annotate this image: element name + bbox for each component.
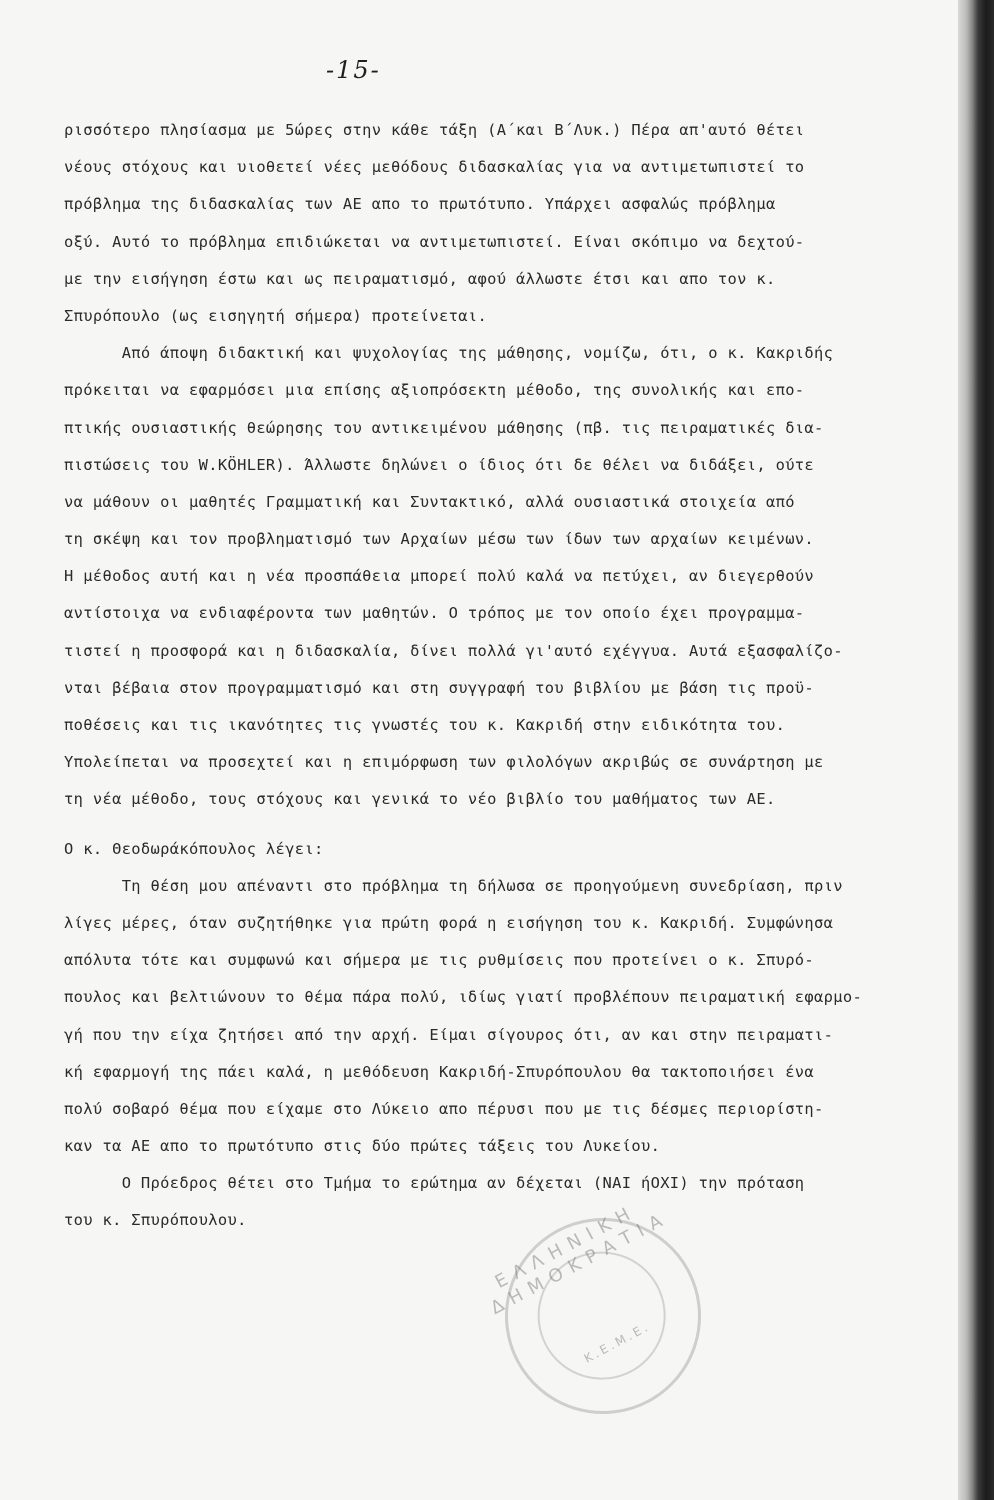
- text-line: νται βέβαια στον προγραμματισμό και στη συγγραφή του βιβλίου με βάση τις προϋ-: [64, 678, 815, 697]
- text-line: Υπολείπεται να προσεχτεί και η επιμόρφωση των φιλολόγων ακριβώς σε συνάρτηση με: [64, 753, 824, 772]
- text-line: πιστώσεις του W.KÖHLER). Άλλωστε δηλώνει ο ίδιος ότι δε θέλει να διδάξει, ούτε: [64, 455, 815, 474]
- text-line: Τη θέση μου απέναντι στο πρόβλημα τη δήλωσα σε προηγούμενη συνεδρίαση, πριν: [64, 876, 843, 895]
- text-line: τιστεί η προσφορά και η διδασκαλία, δίνει πολλά γι'αυτό εχέγγυα. Αυτά εξασφαλίζο-: [64, 641, 843, 660]
- text-line: πτικής ουσιαστικής θεώρησης του αντικειμένου μάθησης (πβ. τις πειραματικές δια-: [64, 418, 824, 437]
- text-line: οξύ. Αυτό το πρόβλημα επιδιώκεται να αντιμετωπιστεί. Είναι σκόπιμο να δεχτού-: [64, 232, 805, 251]
- text-line: του κ. Σπυρόπουλου.: [64, 1211, 247, 1230]
- page-number: -15-: [326, 56, 381, 84]
- text-line: ποθέσεις και τις ικανότητες τις γνωστές του κ. Κακριδή στην ειδικότητα του.: [64, 716, 786, 734]
- text-line: γή που την είχα ζητήσει από την αρχή. Είμαι σίγουρος ότι, αν και στην πειραματι-: [64, 1025, 834, 1044]
- text-line: Ο κ. Θεοδωράκόπουλος λέγει:: [64, 839, 324, 858]
- text-line: λίγες μέρες, όταν συζητήθηκε για πρώτη φορά η εισήγηση του κ. Κακριδή. Συμφώνησα: [64, 913, 834, 932]
- text-line: πουλος και βελτιώνουν το θέμα πάρα πολύ, ιδίως γιατί προβλέπουν πειραματική εφαρμο-: [64, 988, 863, 1007]
- stamp-outer-text: ΕΛΛΗΝΙΚΗ ΔΗΜΟΚΡΑΤΙΑ: [487, 1200, 673, 1320]
- text-line: πολύ σοβαρό θέμα που είχαμε στο Λύκειο απο πέρυσι που με τις δέσμες περιορίστη-: [64, 1099, 824, 1118]
- document-body: [64, 112, 944, 1240]
- stamp-inner-text: Κ.Ε.Μ.Ε.: [581, 1319, 653, 1366]
- book-binding-edge: [958, 0, 994, 1500]
- text-line: απόλυτα τότε και συμφωνώ και σήμερα με τις ρυθμίσεις που προτείνει ο κ. Σπυρό-: [64, 951, 815, 970]
- text-line: ρισσότερο πλησίασμα με 5ώρες στην κάθε τάξη (Α΄και Β΄Λυκ.) Πέρα απ'αυτό θέτει: [64, 121, 805, 139]
- text-line: νέους στόχους και υιοθετεί νέες μεθόδους διδασκαλίας για να αντιμετωπιστεί το: [64, 158, 805, 177]
- text-line: καν τα ΑΕ απο το πρωτότυπο στις δύο πρώτες τάξεις του Λυκείου.: [64, 1137, 661, 1156]
- text-line: με την εισήγηση έστω και ως πειραματισμό, αφού άλλωστε έτσι και απο τον κ.: [64, 269, 776, 288]
- text-line: κή εφαρμογή της πάει καλά, η μεθόδευση Κακριδή-Σπυρόπουλου θα τακτοποιήσει ένα: [64, 1062, 815, 1081]
- text-line: Από άποψη διδακτική και ψυχολογίας της μάθησης, νομίζω, ότι, ο κ. Κακριδής: [64, 344, 834, 363]
- text-line: πρόκειται να εφαρμόσει μια επίσης αξιοπρόσεκτη μέθοδο, της συνολικής και επο-: [64, 381, 805, 400]
- paragraph-gap: [64, 819, 944, 831]
- text-line: πρόβλημα της διδασκαλίας των ΑΕ απο το πρωτότυπο. Υπάρχει ασφαλώς πρόβλημα: [64, 195, 776, 214]
- text-line: Η μέθοδος αυτή και η νέα προσπάθεια μπορεί πολύ καλά να πετύχει, αν διεγερθούν: [64, 567, 815, 586]
- text-line: τη σκέψη και τον προβληματισμό των Αρχαίων μέσω των ίδων των αρχαίων κειμένων.: [64, 530, 815, 549]
- text-line: τη νέα μέθοδο, τους στόχους και γενικά το νέο βιβλίο του μαθήματος των ΑΕ.: [64, 790, 776, 809]
- text-line: Σπυρόπουλο (ως εισηγητή σήμερα) προτείνεται.: [64, 306, 488, 325]
- text-line: αντίστοιχα να ενδιαφέροντα των μαθητών. Ο τρόπος με τον οποίο έχει προγραμμα-: [64, 604, 805, 623]
- text-line: Ο Πρόεδρος θέτει στο Τμήμα το ερώτημα αν δέχεται (ΝΑΙ ήΟΧΙ) την πρόταση: [64, 1174, 805, 1193]
- text-line: να μάθουν οι μαθητές Γραμματική και Συντακτικό, αλλά ουσιαστικά στοιχεία από: [64, 492, 795, 511]
